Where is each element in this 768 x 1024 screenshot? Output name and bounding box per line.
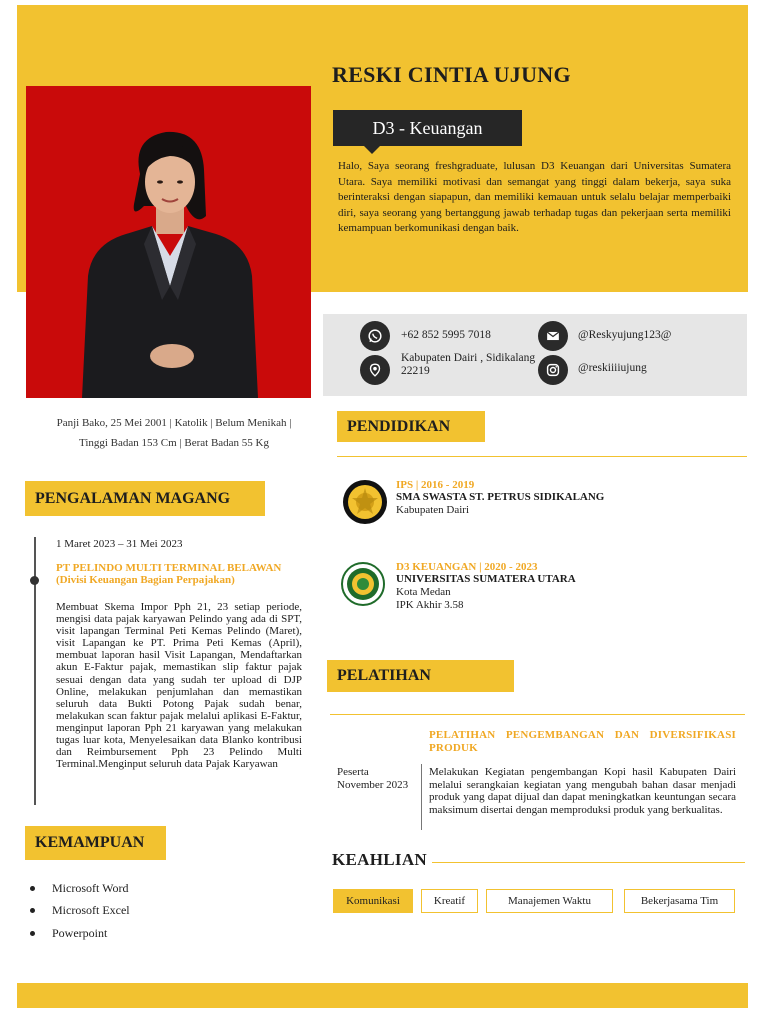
ability-item (30, 926, 107, 941)
personal-info-line-2: Tinggi Badan 153 Cm | Berat Badan 55 Kg (78, 437, 269, 449)
profile-summary: Halo, Saya seorang freshgraduate, lulusan D3 Keuangan dari Universitas Sumatera Utara. Saya memiliki motivasi dan semangat yang tinggi dalam bekerja, saya suka berinteraksi dengan siapapun, dan memiliki kemauan untuk selalu belajar memperbaiki diri, saya seorang yang bertanggung jawab terhadap tugas dan pekerjaan serta memiliki kemampuan berkomunikasi dengan baik. (338, 160, 731, 235)
expertise-chip: Kreatif (421, 889, 478, 913)
training-description: Melakukan Kegiatan pengembangan Kopi hasil Kabupaten Dairi melalui serangkaian kegiatan yang mengubah bahan dasar menjadi produk yang dapat dijual dan dapat meningkatkan keuntungan secara maksimum disertai dengan memproduksi produk yang berkualitas. (429, 766, 736, 816)
school-logo (343, 480, 387, 524)
expertise-heading: KEAHLIAN (332, 850, 427, 869)
ability-label: Powerpoint (52, 926, 108, 940)
training-heading: PELATIHAN (327, 660, 514, 692)
abilities-heading: KEMAMPUAN (25, 826, 166, 860)
bullet-icon (30, 886, 35, 891)
experience-company: PT PELINDO MULTI TERMINAL BELAWAN (56, 562, 282, 574)
experience-date: 1 Maret 2023 – 31 Mei 2023 (56, 538, 183, 550)
ability-label: Microsoft Excel (52, 903, 130, 917)
candidate-name: RESKI CINTIA UJUNG (332, 62, 571, 87)
email-icon (538, 321, 568, 351)
phone-number: +62 852 5995 7018 (401, 329, 491, 341)
education-heading: PENDIDIKAN (337, 411, 485, 442)
university-logo-icon (343, 564, 383, 604)
education-school: SMA SWASTA ST. PETRUS SIDIKALANG (396, 491, 605, 503)
training-role (337, 766, 408, 792)
expertise-divider (432, 862, 745, 863)
education-school: UNIVERSITAS SUMATERA UTARA (396, 573, 576, 585)
education-location: Kabupaten Dairi (396, 504, 469, 516)
address (401, 352, 535, 378)
expertise-chip: Manajemen Waktu (486, 889, 613, 913)
training-role-label: Peserta (337, 766, 369, 778)
timeline-dot (30, 576, 39, 585)
ability-label: Microsoft Word (52, 881, 129, 895)
address-line-1: Kabupaten Dairi , Sidikalang (401, 352, 536, 364)
profile-photo (26, 86, 311, 398)
training-separator (421, 764, 422, 830)
training-date: November 2023 (337, 779, 409, 791)
personal-info (26, 413, 322, 453)
footer-band (17, 983, 748, 1008)
expertise-chip: Bekerjasama Tim (624, 889, 735, 913)
instagram-icon (538, 355, 568, 385)
address-line-2: 22219 (401, 365, 430, 377)
ability-item (30, 903, 130, 918)
instagram-handle: @reskiiiiujung (578, 362, 647, 374)
location-icon (360, 355, 390, 385)
profile-photo-illustration (26, 86, 311, 398)
experience-division: (Divisi Keuangan Bagian Perpajakan) (56, 574, 235, 586)
degree-badge-pointer (364, 146, 380, 154)
training-divider (330, 714, 745, 715)
training-title: PELATIHAN PENGEMBANGAN DAN DIVERSIFIKASI PRODUK (429, 729, 736, 754)
experience-heading: PENGALAMAN MAGANG (25, 481, 265, 516)
personal-info-line-1: Panji Bako, 25 Mei 2001 | Katolik | Belum Menikah | (56, 417, 292, 429)
ability-item (30, 881, 128, 896)
degree-badge: D3 - Keuangan (333, 110, 522, 146)
education-location: Kota Medan (396, 586, 451, 598)
expertise-chip: Komunikasi (333, 889, 413, 913)
school-logo-icon (343, 480, 387, 524)
university-logo (341, 562, 385, 606)
experience-description: Membuat Skema Impor Pph 21, 23 setiap periode, mengisi data pajak karyawan Pelindo yang ada di SPT, visit lapangan Terminal Peti Kemas Pelindo (Maret), visit Lapangan ke PT. Prima Peti Kemas (April), membuat laporan hasil Visit Lapangan, Mendaftarkan akun E-Faktur pajak, memastikan slip faktur pajak sesuai dengan data yang sudah ter upload di DJP Online, melakukan penjumlahan dan memastikan seluruh data Bukti Potong Pajak sudah benar, melakukan scan faktur pajak melalui aplikasi E-Faktur, menginput laporan Pph 21 karyawan yang melakukan tugas luar kota, Menyelesaikan data Blanko kontribusi dan Reimbursement Pph 23 Pelindo Multi Terminal.Menginput seluruh data Pajak Karyawan (56, 601, 302, 771)
bullet-icon (30, 931, 35, 936)
education-divider (337, 456, 747, 457)
whatsapp-icon (360, 321, 390, 351)
education-label: IPS | 2016 - 2019 (396, 479, 475, 491)
education-label: D3 KEUANGAN | 2020 - 2023 (396, 561, 538, 573)
email-address: @Reskyujung123@ (578, 329, 672, 341)
bullet-icon (30, 908, 35, 913)
education-gpa: IPK Akhir 3.58 (396, 599, 464, 611)
